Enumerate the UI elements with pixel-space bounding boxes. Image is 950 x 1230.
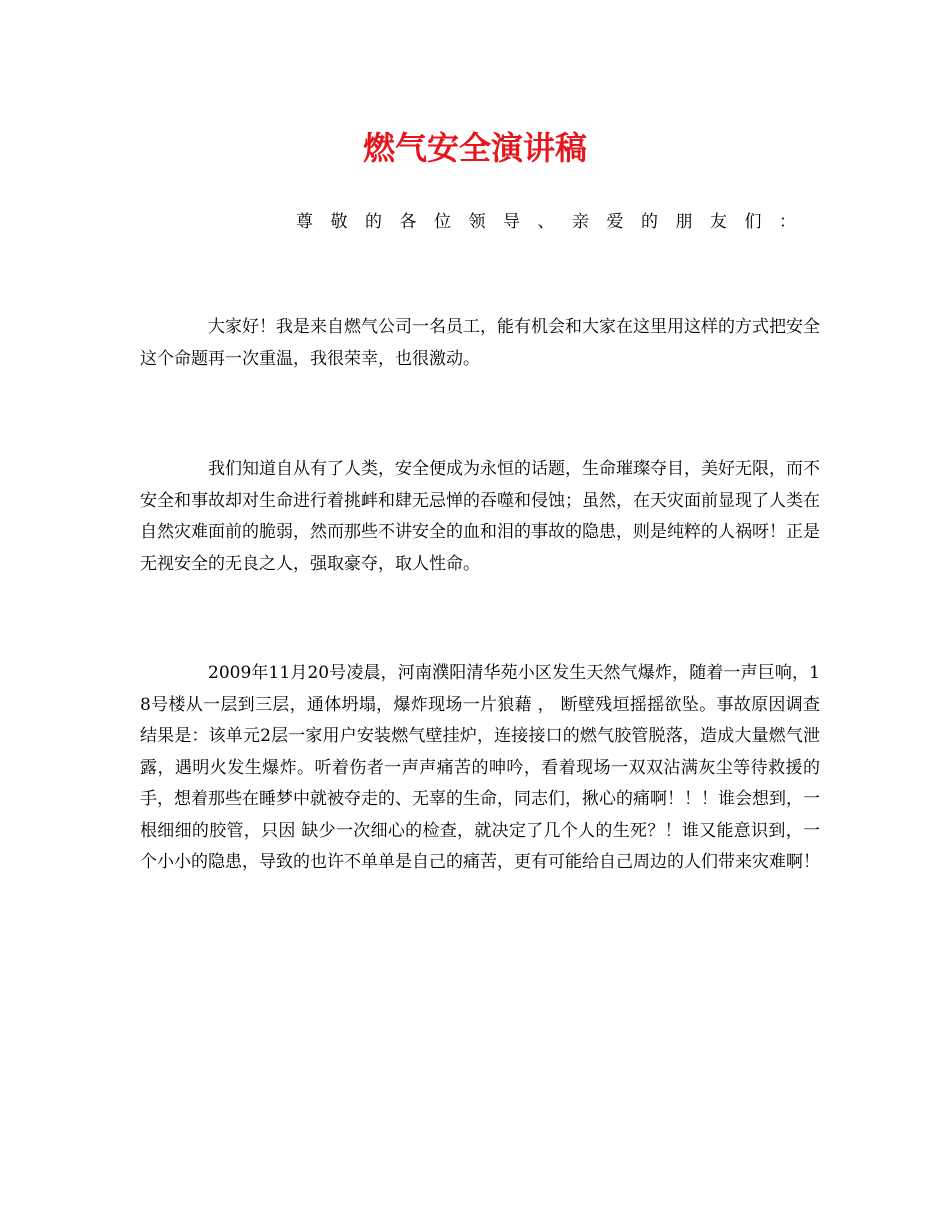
paragraph-greeting: 大家好！我是来自燃气公司一名员工，能有机会和大家在这里用这样的方式把安全这个命题再一次重温，我很荣幸，也很激动。: [140, 317, 820, 369]
paragraph-safety-theme: 我们知道自从有了人类，安全便成为永恒的话题，生命璀璨夺目，美好无限，而不安全和事故却对生命进行着挑衅和肆无忌惮的吞噬和侵蚀；虽然，在天灾面前显现了人类在自然灾难面前的脆弱，然而那些不讲安全的血和泪的事故的隐患，则是纯粹的人祸呀！正是无视安全的无良之人，强取豪夺，取人性命。: [140, 459, 820, 574]
page-title: 燃气安全演讲稿: [362, 129, 587, 167]
salutation: 尊敬的各位领导、亲爱的朋友们：: [296, 212, 814, 232]
paragraph-accident-story: 2009年11月20号凌晨，河南濮阳清华苑小区发生天然气爆炸，随着一声巨响，18号楼从一层到三层，通体坍塌，爆炸现场一片狼藉 ， 断壁残垣摇摇欲坠。事故原因调查结果是：该单元2层一家用户安装燃气壁挂炉，连接接口的燃气胶管脱落，造成大量燃气泄露，遇明火发生爆炸。听着伤者一声声痛苦的呻吟，看着现场一双双沾满灰尘等待救援的手，想着那些在睡梦中就被夺走的、无辜的生命，同志们，揪心的痛啊！！！谁会想到，一根细细的胶管，只因 缺少一次细心的检查，就决定了几个人的生死？！谁又能意识到，一个小小的隐患，导致的也许不单单是自己的痛苦，更有可能给自己周边的人们带来灾难啊！: [140, 663, 820, 872]
